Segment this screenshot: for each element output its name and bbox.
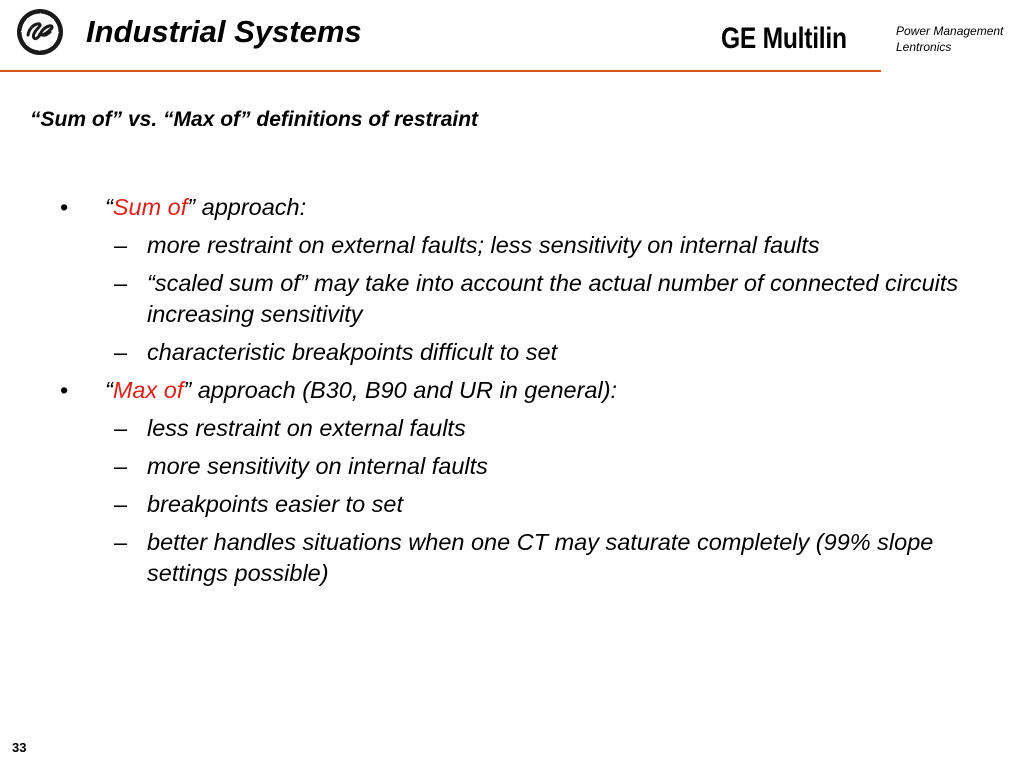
sub-bullet-item — [60, 527, 960, 589]
bullet-marker: • — [60, 377, 69, 403]
brand-subtitle-line-2: Lentronics — [896, 40, 952, 54]
bullet-open-quote: “ — [105, 377, 113, 403]
dash-marker: – — [114, 270, 128, 296]
bullet-text: ” approach: — [187, 194, 307, 220]
sub-bullet-item — [60, 337, 960, 368]
sub-bullet-text: more sensitivity on internal faults — [147, 453, 488, 479]
dash-marker: – — [114, 453, 128, 479]
bullet-open-quote: “ — [105, 194, 113, 220]
sub-bullet-text: breakpoints easier to set — [147, 491, 404, 517]
sub-bullet-item — [60, 451, 960, 482]
sub-bullet-item — [60, 230, 960, 261]
dash-marker: – — [114, 529, 128, 555]
dash-marker: – — [114, 491, 128, 517]
slide-content — [60, 192, 960, 596]
bullet-emphasis: Sum of — [112, 194, 188, 220]
slide-title: “Sum of” vs. “Max of” definitions of restraint — [30, 108, 479, 131]
bullet-item — [60, 192, 960, 223]
dash-marker: – — [114, 339, 128, 365]
page-number: 33 — [12, 740, 27, 755]
bullet-marker: • — [60, 194, 69, 220]
sub-bullet-text: more restraint on external faults; less sensitivity on internal faults — [147, 232, 820, 258]
sub-bullet-item — [60, 489, 960, 520]
sub-bullet-text: characteristic breakpoints difficult to set — [147, 339, 558, 365]
header-divider — [0, 70, 881, 72]
brand-subtitle-line-1: Power Management — [896, 24, 1004, 38]
sub-bullet-text: better handles situations when one CT may saturate completely (99% slope settings possible) — [147, 529, 934, 586]
bullet-item — [60, 375, 960, 406]
bullet-emphasis: Max of — [112, 377, 184, 403]
header-title: Industrial Systems — [86, 14, 362, 49]
brand-name: GE Multilin — [721, 22, 847, 55]
dash-marker: – — [114, 232, 128, 258]
ge-logo-icon — [16, 8, 64, 56]
sub-bullet-text: “scaled sum of” may take into account the actual number of connected circuits increasing sensitivity — [147, 270, 959, 327]
sub-bullet-text: less restraint on external faults — [147, 415, 466, 441]
dash-marker: – — [114, 415, 128, 441]
brand-subtitle — [896, 23, 1003, 55]
sub-bullet-item — [60, 413, 960, 444]
bullet-text: ” approach (B30, B90 and UR in general): — [183, 377, 618, 403]
sub-bullet-item — [60, 268, 960, 330]
